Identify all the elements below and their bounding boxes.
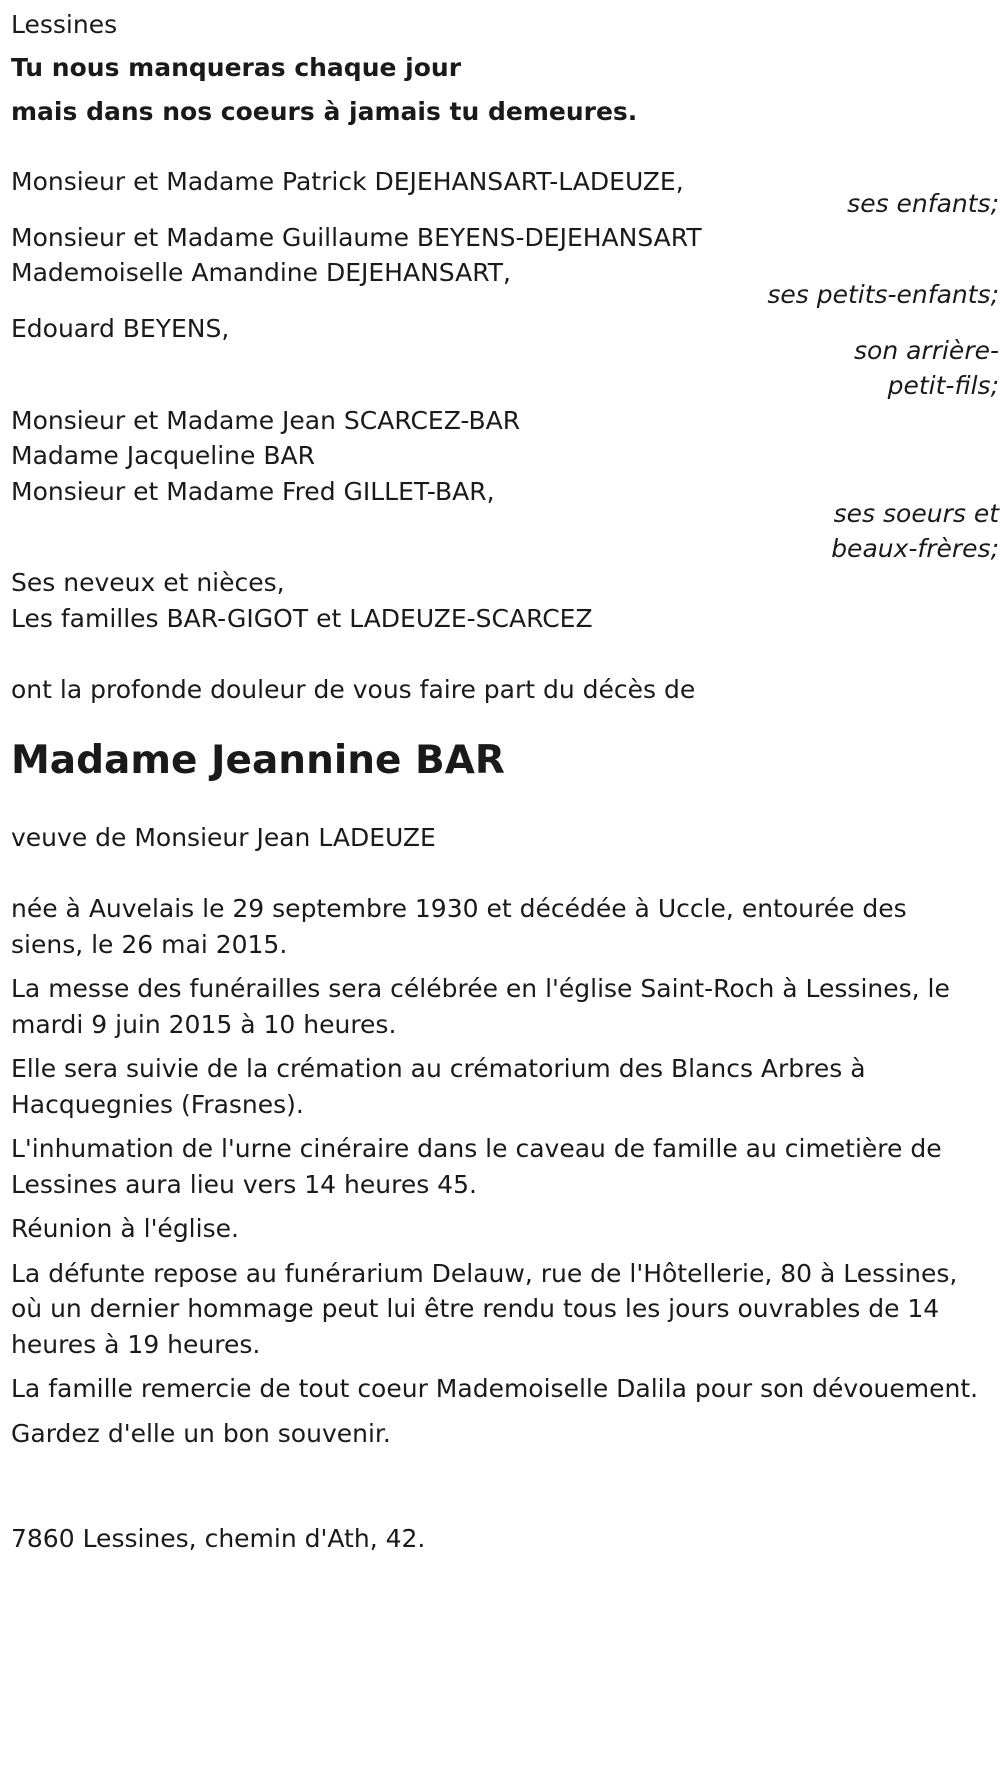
deceased-spouse: veuve de Monsieur Jean LADEUZE bbox=[11, 823, 436, 852]
address: 7860 Lessines, chemin d'Ath, 42. bbox=[11, 1524, 426, 1553]
relation-great-grandson-2: petit-fils; bbox=[887, 371, 999, 400]
family-children-name: Monsieur et Madame Patrick DEJEHANSART-LADEUZE, bbox=[11, 167, 684, 196]
family-siblings-name-1: Monsieur et Madame Jean SCARCEZ-BAR bbox=[11, 406, 521, 435]
relation-siblings-1: ses soeurs et bbox=[833, 499, 999, 528]
funerarium-paragraph: La défunte repose au funérarium Delauw, rue de l'Hôtellerie, 80 à Lessines, où un dernier hommage peut lui être rendu tous les jours ouvrables de 14 heures à 19 heures. bbox=[11, 1258, 958, 1359]
thanks-paragraph: La famille remercie de tout coeur Mademoiselle Dalila pour son dévouement. bbox=[11, 1374, 979, 1403]
reunion-paragraph: Réunion à l'église. bbox=[11, 1214, 239, 1243]
relation-siblings-2: beaux-frères; bbox=[831, 534, 999, 563]
family-grandchildren-name-2: Mademoiselle Amandine DEJEHANSART, bbox=[11, 258, 511, 287]
verse-line-2: mais dans nos coeurs à jamais tu demeures. bbox=[11, 97, 638, 126]
burial-paragraph: L'inhumation de l'urne cinéraire dans le caveau de famille au cimetière de Lessines aura lieu vers 14 heures 45. bbox=[11, 1134, 942, 1199]
other-families: Les familles BAR-GIGOT et LADEUZE-SCARCEZ bbox=[11, 604, 593, 633]
family-siblings-name-2: Madame Jacqueline BAR bbox=[11, 441, 315, 470]
family-great-grandson-name: Edouard BEYENS, bbox=[11, 314, 230, 343]
relation-children: ses enfants; bbox=[847, 189, 999, 218]
funeral-mass-paragraph: La messe des funérailles sera célébrée en l'église Saint-Roch à Lessines, le mardi 9 juin 2015 à 10 heures. bbox=[11, 974, 950, 1039]
birth-death-paragraph: née à Auvelais le 29 septembre 1930 et décédée à Uccle, entourée des siens, le 26 mai 2015. bbox=[11, 894, 907, 959]
verse-line-1: Tu nous manqueras chaque jour bbox=[11, 53, 462, 82]
relation-grandchildren: ses petits-enfants; bbox=[767, 280, 999, 309]
details-section bbox=[11, 891, 986, 1451]
remembrance-paragraph: Gardez d'elle un bon souvenir. bbox=[11, 1418, 391, 1448]
announcement-text: ont la profonde douleur de vous faire part du décès de bbox=[11, 675, 696, 704]
relation-great-grandson-1: son arrière- bbox=[854, 336, 999, 365]
family-siblings-name-3: Monsieur et Madame Fred GILLET-BAR, bbox=[11, 477, 495, 506]
cremation-paragraph: Elle sera suivie de la crémation au crématorium des Blancs Arbres à Hacquegnies (Frasnes). bbox=[11, 1054, 866, 1119]
location-label: Lessines bbox=[11, 10, 118, 39]
deceased-name: Madame Jeannine BAR bbox=[11, 738, 505, 783]
nephews-nieces: Ses neveux et nièces, bbox=[11, 568, 285, 597]
family-grandchildren-name-1: Monsieur et Madame Guillaume BEYENS-DEJEHANSART bbox=[11, 223, 702, 252]
